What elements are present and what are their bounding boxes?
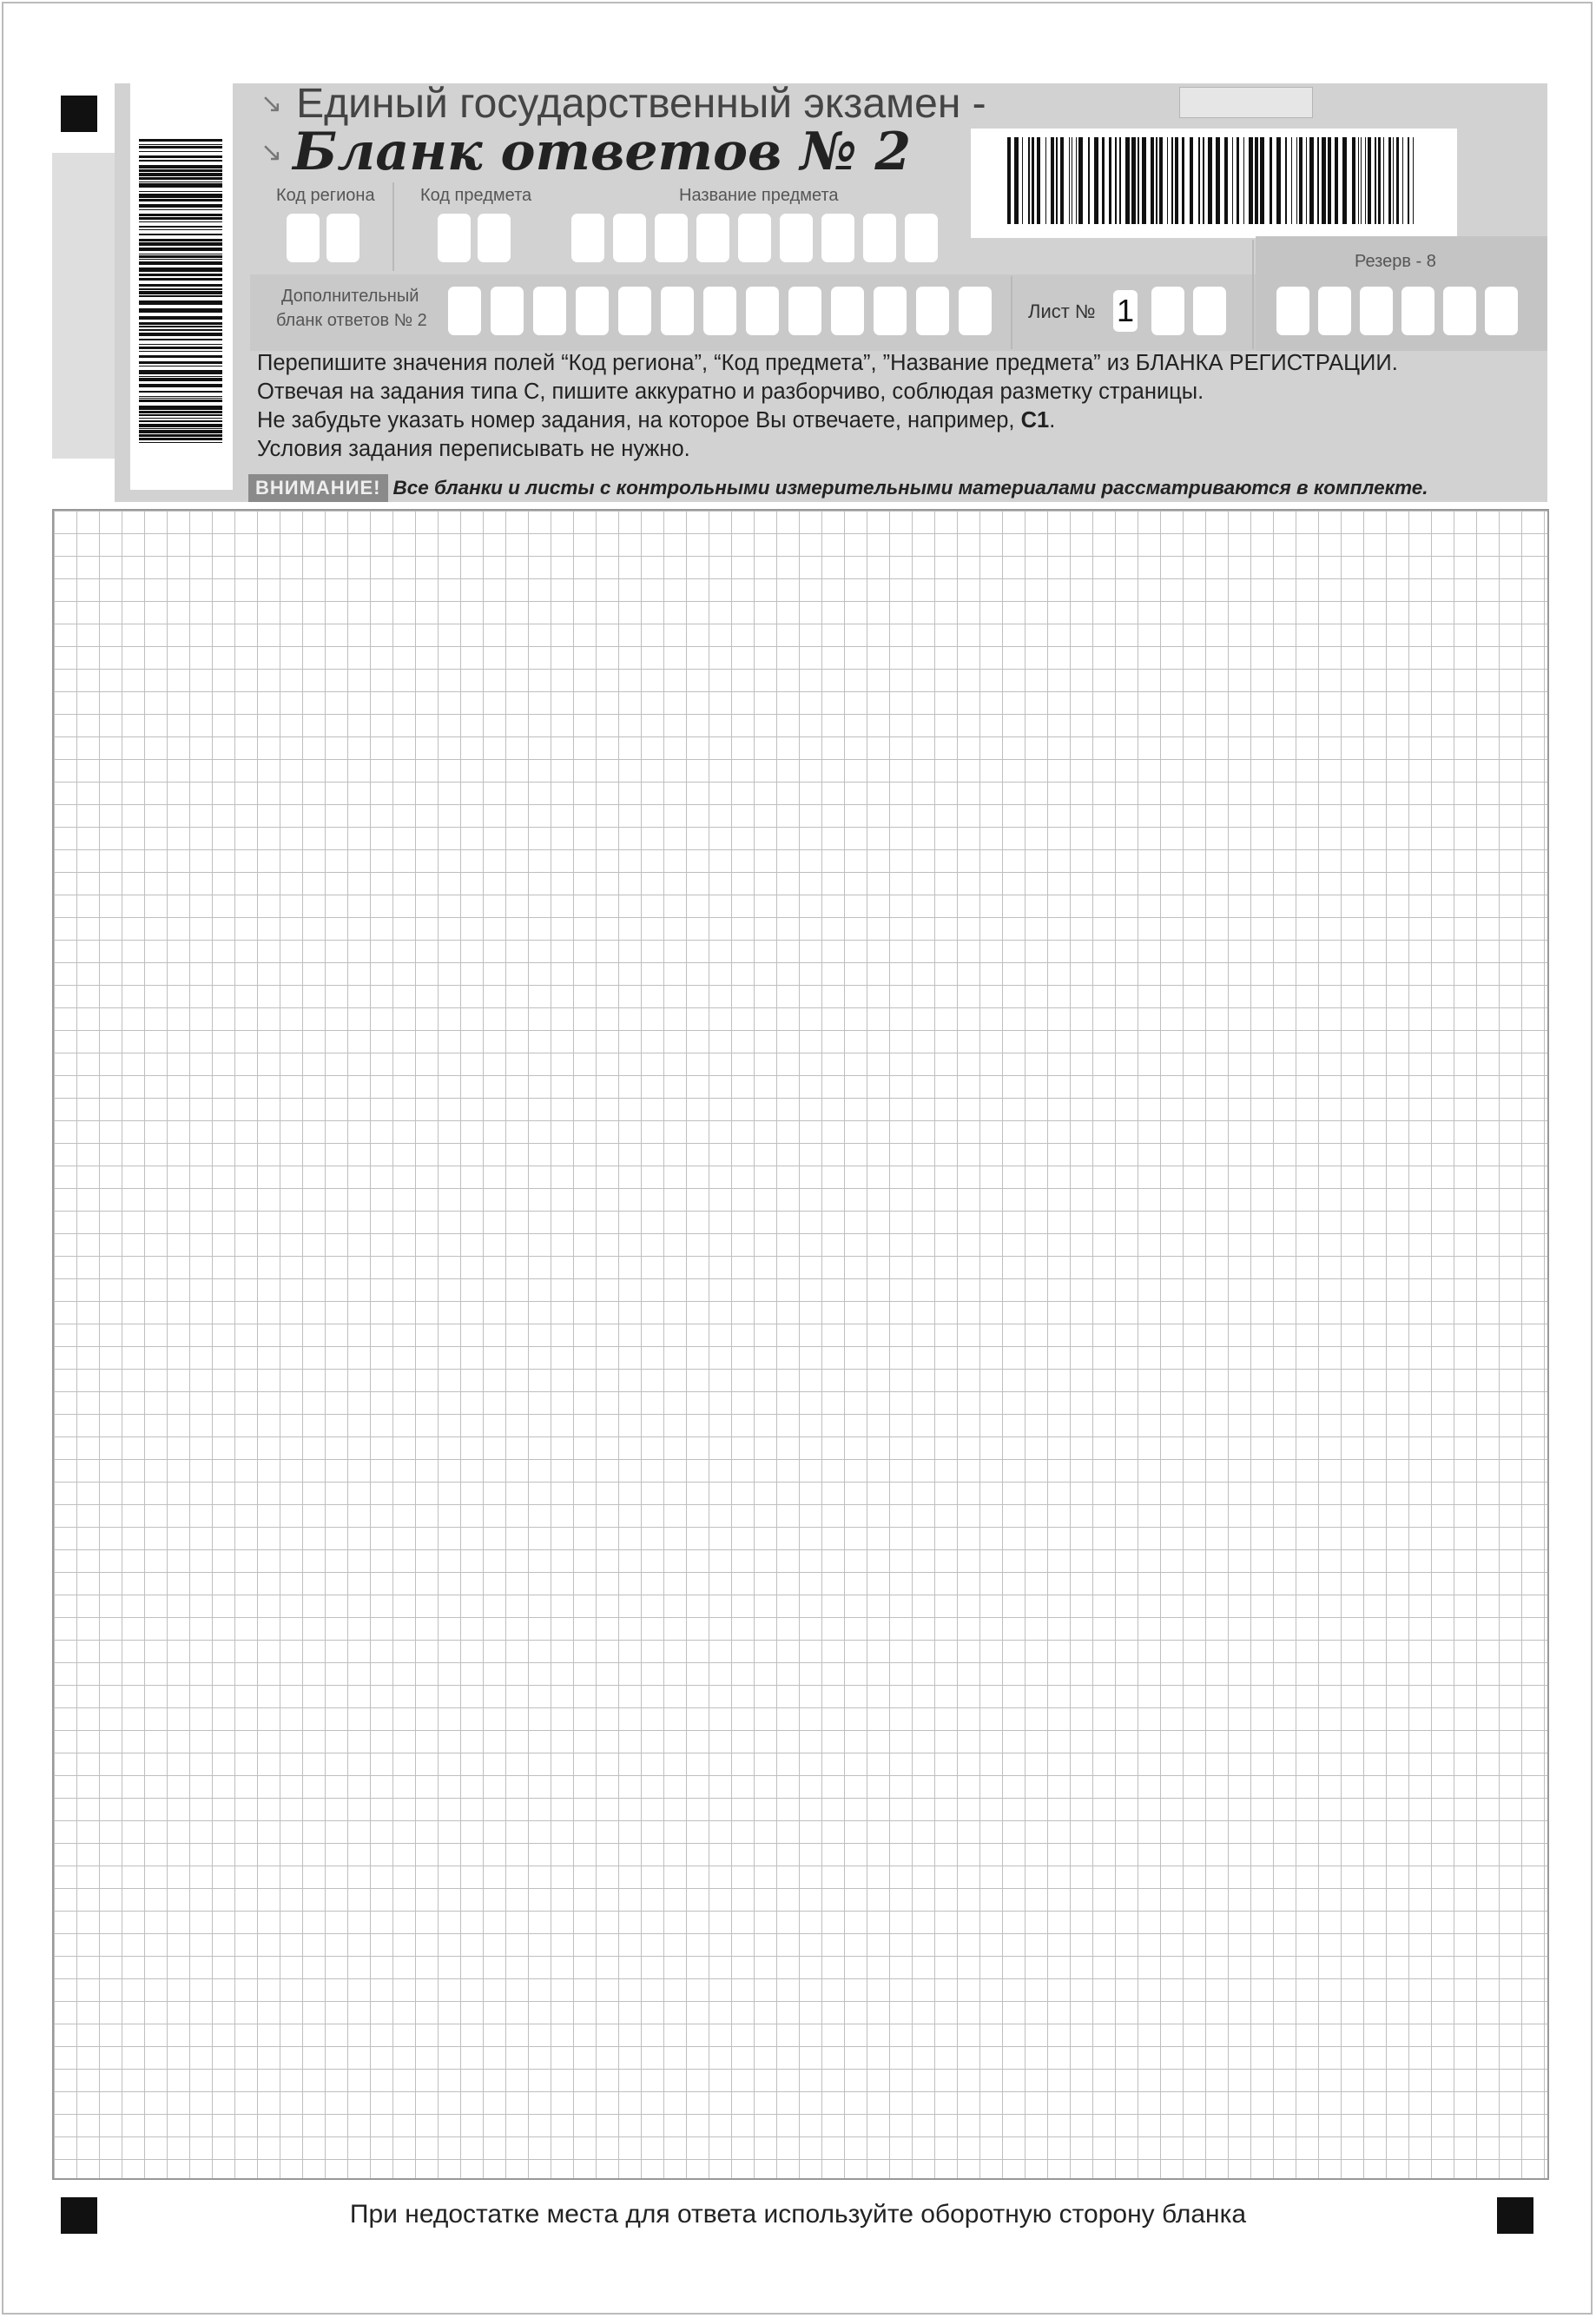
reserve-cell[interactable]	[1318, 287, 1351, 335]
exam-title	[261, 80, 986, 128]
extra-form-label-line2: бланк ответов № 2	[276, 311, 427, 330]
sheet-number-label: Лист №	[1028, 300, 1096, 322]
extra-form-cell[interactable]	[916, 287, 949, 335]
region-code-cell[interactable]	[326, 214, 359, 262]
subject-code-label: Код предмета	[420, 186, 532, 205]
barcode-vertical	[139, 139, 222, 443]
instruction-line	[257, 406, 1398, 435]
arrow-icon: ↘	[261, 89, 283, 118]
extra-form-cell[interactable]	[618, 287, 651, 335]
region-code-label: Код региона	[276, 186, 375, 205]
instruction-text: Не забудьте указать номер задания, на которое Вы отвечаете, например,	[257, 408, 1021, 433]
subject-name-cell[interactable]	[613, 214, 646, 262]
reserve-cell[interactable]	[1443, 287, 1476, 335]
arrow-icon: ↘	[261, 138, 283, 167]
registration-marker-top-left	[61, 96, 97, 132]
subject-name-cell[interactable]	[821, 214, 854, 262]
sheet-number-value: 1	[1113, 290, 1138, 332]
form-title-text: Бланк ответов № 2	[293, 122, 912, 182]
subject-name-cell[interactable]	[571, 214, 604, 262]
extra-form-cell[interactable]	[448, 287, 481, 335]
field-divider	[1252, 240, 1254, 349]
extra-form-cell[interactable]	[661, 287, 694, 335]
subject-code-cell[interactable]	[438, 214, 471, 262]
instruction-example: С1	[1020, 408, 1050, 433]
reserve-cell[interactable]	[1485, 287, 1518, 335]
extra-form-cell[interactable]	[831, 287, 864, 335]
instruction-text: .	[1049, 408, 1056, 433]
extra-form-label-line1: Дополнительный	[281, 287, 419, 306]
subject-name-cell[interactable]	[655, 214, 688, 262]
reserve-label: Резерв - 8	[1355, 252, 1436, 271]
answer-grid[interactable]	[52, 509, 1549, 2180]
subject-name-cell[interactable]	[738, 214, 771, 262]
field-divider	[1011, 276, 1012, 349]
extra-form-cell[interactable]	[788, 287, 821, 335]
attention-badge: ВНИМАНИЕ!	[248, 474, 388, 502]
extra-form-cell[interactable]	[746, 287, 779, 335]
extra-form-cell[interactable]	[703, 287, 736, 335]
reserve-cell[interactable]	[1360, 287, 1393, 335]
instruction-line: Перепишите значения полей “Код региона”, “Код предмета”, ”Название предмета” из БЛАНКА РЕГИСТРАЦИИ.	[257, 351, 1398, 375]
subject-name-cell[interactable]	[696, 214, 729, 262]
reserve-cell[interactable]	[1276, 287, 1309, 335]
reserve-cell[interactable]	[1401, 287, 1434, 335]
subject-name-cell[interactable]	[905, 214, 938, 262]
exam-title-text: Единый государственный экзамен -	[296, 81, 986, 127]
instruction-line: Отвечая на задания типа С, пишите аккуратно и разборчиво, соблюдая разметку страницы.	[257, 380, 1204, 404]
instruction-line: Условия задания переписывать не нужно.	[257, 437, 690, 461]
form-title	[261, 122, 911, 182]
extra-form-cell[interactable]	[874, 287, 907, 335]
exam-subject-box[interactable]	[1179, 87, 1313, 118]
extra-form-cell[interactable]	[533, 287, 566, 335]
extra-form-cell[interactable]	[491, 287, 524, 335]
field-divider	[392, 182, 394, 271]
footer-note: При недостатке места для ответа используйте оборотную сторону бланка	[349, 2200, 1247, 2229]
extra-form-cell[interactable]	[959, 287, 992, 335]
subject-name-label: Название предмета	[679, 186, 839, 205]
instructions	[257, 349, 1398, 464]
subject-name-cell[interactable]	[863, 214, 896, 262]
region-code-cell[interactable]	[287, 214, 320, 262]
attention-notice	[248, 474, 1428, 500]
subject-code-cell[interactable]	[478, 214, 511, 262]
sheet-number-cell[interactable]	[1151, 287, 1184, 335]
barcode-horizontal	[1007, 137, 1415, 224]
attention-text: Все бланки и листы с контрольными измерительными материалами рассматриваются в комплекте.	[392, 477, 1428, 499]
subject-name-cell[interactable]	[780, 214, 813, 262]
sheet-number-cell[interactable]	[1193, 287, 1226, 335]
extra-form-cell[interactable]	[576, 287, 609, 335]
